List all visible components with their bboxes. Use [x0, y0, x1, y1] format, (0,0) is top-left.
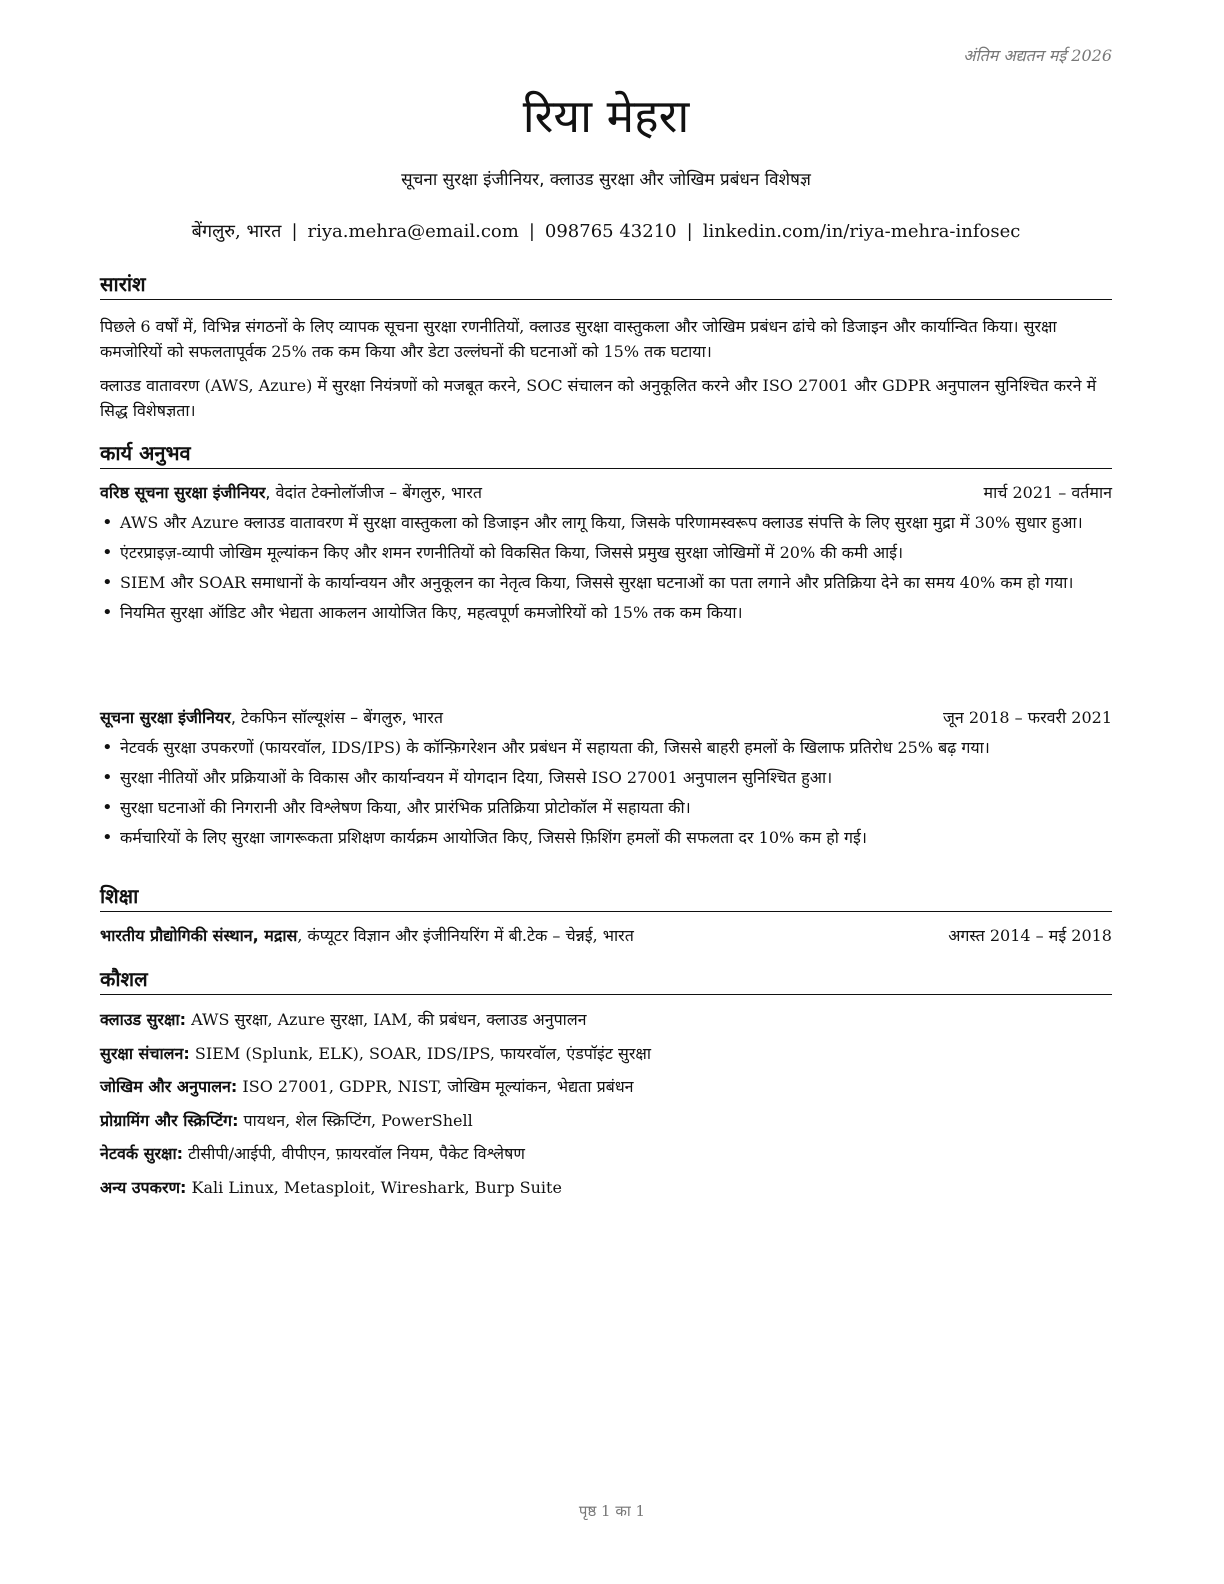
phone-number: 098765 43210 — [544, 221, 677, 242]
last-updated-note: अंतिम अद्यतन मई 2026 — [963, 46, 1112, 65]
location: बेंगलुरु, भारत — [191, 221, 282, 242]
contact-separator: | — [291, 221, 298, 242]
list-item: • कर्मचारियों के लिए सुरक्षा जागरूकता प्रशिक्षण कार्यक्रम आयोजित किए, जिससे फ़िशिंग हमलों की सफलता दर 10% कम हो गई। — [100, 826, 1112, 850]
skill-value: SIEM (Splunk, ELK), SOAR, IDS/IPS, फायरवॉल, एंडपॉइंट सुरक्षा — [189, 1043, 652, 1063]
skill-value: टीसीपी/आईपी, वीपीएन, फ़ायरवॉल नियम, पैकेट विश्लेषण — [183, 1144, 525, 1163]
skill-row — [100, 1042, 1112, 1076]
skill-label: जोखिम और अनुपालन: — [100, 1077, 238, 1096]
skill-value: ISO 27001, GDPR, NIST, जोखिम मूल्यांकन, भेद्यता प्रबंधन — [237, 1077, 634, 1096]
skills-list — [100, 1008, 1112, 1209]
section-title-education: शिक्षा — [100, 882, 1112, 912]
page-number: पृष्ठ 1 का 1 — [578, 1502, 646, 1520]
email-link[interactable]: riya.mehra@email.com — [307, 221, 519, 242]
section-title-experience: कार्य अनुभव — [100, 439, 1112, 469]
candidate-name: रिया मेहरा — [522, 89, 690, 143]
skill-value: पायथन, शेल स्क्रिप्टिंग, PowerShell — [238, 1110, 473, 1130]
linkedin-link[interactable]: linkedin.com/in/riya-mehra-infosec — [702, 221, 1021, 242]
candidate-headline: सूचना सुरक्षा इंजीनियर, क्लाउड सुरक्षा और जोखिम प्रबंधन विशेषज्ञ — [401, 170, 811, 190]
education-institution: भारतीय प्रौद्योगिकी संस्थान, मद्रास — [100, 926, 298, 945]
contact-line — [100, 219, 1112, 243]
list-item: • सुरक्षा नीतियों और प्रक्रियाओं के विकास और कार्यान्वयन में योगदान दिया, जिससे ISO 27001 अनुपालन सुनिश्चित हुआ। — [100, 766, 1112, 790]
job-bullets — [100, 511, 1112, 631]
list-item: • एंटरप्राइज़-व्यापी जोखिम मूल्यांकन किए और शमन रणनीतियों को विकसित किया, जिससे प्रमुख सुरक्षा जोखिमों में 20% की कमी आई। — [100, 541, 1112, 565]
skill-label: सुरक्षा संचालन: — [100, 1043, 190, 1063]
education-entry — [100, 925, 1112, 947]
job-bullets — [100, 736, 1112, 856]
skill-row — [100, 1075, 1112, 1109]
skill-value: AWS सुरक्षा, Azure सुरक्षा, IAM, की प्रबंधन, क्लाउड अनुपालन — [186, 1010, 587, 1029]
skill-row — [100, 1176, 1112, 1210]
contact-separator: | — [686, 221, 693, 242]
list-item: • सुरक्षा घटनाओं की निगरानी और विश्लेषण किया, और प्रारंभिक प्रतिक्रिया प्रोटोकॉल में सहायता की। — [100, 796, 1112, 820]
contact-separator: | — [528, 221, 535, 242]
skill-value: Kali Linux, Metasploit, Wireshark, Burp Suite — [186, 1177, 562, 1197]
list-item: • नेटवर्क सुरक्षा उपकरणों (फायरवॉल, IDS/IPS) के कॉन्फ़िगरेशन और प्रबंधन में सहायता की, जिससे बाहरी हमलों के खिलाफ प्रतिरोध 25% बढ़ गया। — [100, 736, 1112, 760]
list-item: • SIEM और SOAR समाधानों के कार्यान्वयन और अनुकूलन का नेतृत्व किया, जिससे सुरक्षा घटनाओं का पता लगाने और प्रतिक्रिया देने का समय 40% कम हो गया। — [100, 571, 1112, 595]
skill-label: क्लाउड सुरक्षा: — [100, 1010, 186, 1029]
section-title-summary: सारांश — [100, 270, 1112, 300]
job-title: वरिष्ठ सूचना सुरक्षा इंजीनियर — [100, 483, 266, 502]
skill-row — [100, 1109, 1112, 1143]
section-title-skills: कौशल — [100, 965, 1112, 995]
job-dates: मार्च 2021 – वर्तमान — [983, 483, 1112, 502]
job-company: , वेदांत टेक्नोलॉजीज – बेंगलुरु, भारत — [265, 483, 483, 502]
skill-label: अन्य उपकरण: — [100, 1177, 187, 1197]
education-degree: , कंप्यूटर विज्ञान और इंजीनियरिंग में बी.टेक – चेन्नई, भारत — [297, 926, 634, 945]
skill-row — [100, 1008, 1112, 1042]
resume-page — [100, 0, 1112, 1584]
skill-label: प्रोग्रामिंग और स्क्रिप्टिंग: — [100, 1110, 239, 1130]
job-header — [100, 482, 1112, 504]
job-company: , टेकफिन सॉल्यूशंस – बेंगलुरु, भारत — [230, 708, 444, 727]
job-dates: जून 2018 – फरवरी 2021 — [943, 708, 1112, 727]
summary-paragraph: पिछले 6 वर्षों में, विभिन्न संगठनों के लिए व्यापक सूचना सुरक्षा रणनीतियों, क्लाउड सुरक्षा वास्तुकला और जोखिम प्रबंधन ढांचे को डिजाइन और कार्यान्वित किया। सुरक्षा कमजोरियों को सफलतापूर्वक 25% तक कम किया और डेटा उल्लंघनों की घटनाओं को 15% तक घटाया। — [100, 317, 1057, 361]
list-item: • AWS और Azure क्लाउड वातावरण में सुरक्षा वास्तुकला को डिजाइन और लागू किया, जिसके परिणामस्वरूप क्लाउड संपत्ति के लिए सुरक्षा मुद्रा में 30% सुधार हुआ। — [100, 511, 1112, 535]
job-title: सूचना सुरक्षा इंजीनियर — [100, 708, 231, 727]
education-dates: अगस्त 2014 – मई 2018 — [948, 926, 1112, 945]
skill-label: नेटवर्क सुरक्षा: — [100, 1144, 184, 1163]
summary-paragraph: क्लाउड वातावरण (AWS, Azure) में सुरक्षा नियंत्रणों को मजबूत करने, SOC संचालन को अनुकूलित करने और ISO 27001 और GDPR अनुपालन सुनिश्चित करने में सिद्ध विशेषज्ञता। — [100, 376, 1097, 420]
skill-row — [100, 1142, 1112, 1176]
list-item: • नियमित सुरक्षा ऑडिट और भेद्यता आकलन आयोजित किए, महत्वपूर्ण कमजोरियों को 15% तक कम किया। — [100, 601, 1112, 625]
job-header — [100, 707, 1112, 729]
